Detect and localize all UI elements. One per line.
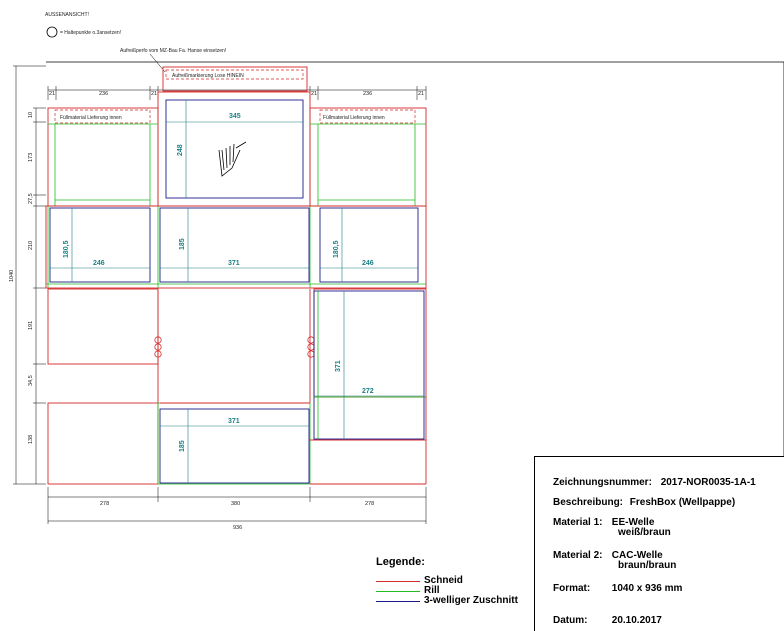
svg-text:10: 10 (28, 111, 34, 118)
left-dimension-line (9, 66, 46, 484)
dim-mid-center-height: 185 (179, 238, 186, 250)
dim-mid-left-width: 246 (93, 260, 105, 267)
svg-text:278: 278 (100, 501, 110, 507)
title-block (534, 456, 784, 631)
dim-mid-right-width: 246 (362, 260, 374, 267)
lower-left-panel (48, 289, 158, 364)
material2-label: Material 2: (553, 550, 603, 561)
drawing-number: 2017-NOR0035-1A-1 (660, 477, 756, 488)
svg-text:236: 236 (99, 91, 109, 97)
top-dimension-line (48, 86, 426, 100)
legend-label: Schneid (424, 575, 463, 586)
right-side-blank (314, 291, 424, 439)
view-label: AUSSENANSICHT! (45, 12, 89, 18)
svg-text:278: 278 (365, 501, 375, 507)
legend-title: Legende: (376, 556, 425, 568)
svg-text:21: 21 (49, 91, 56, 97)
date: 20.10.2017 (611, 615, 662, 626)
dim-mid-right-height: 180,5 (333, 240, 340, 258)
legend-swatch (376, 581, 420, 582)
legend-label: Rill (424, 585, 440, 596)
svg-text:21: 21 (151, 91, 158, 97)
svg-text:21: 21 (311, 91, 318, 97)
format-label: Format: (553, 583, 591, 594)
legend-label: 3-welliger Zuschnitt (424, 595, 518, 606)
material2-a: CAC-Welle (611, 550, 663, 561)
hole-symbol-icon (47, 27, 57, 37)
date-label: Datum: (553, 615, 588, 626)
dim-right-height: 371 (335, 360, 342, 372)
dim-top-width: 345 (229, 113, 241, 120)
svg-text:210: 210 (28, 240, 34, 250)
format: 1040 x 936 mm (611, 583, 683, 594)
material2-b: braun/braun (618, 560, 677, 571)
svg-text:21: 21 (418, 91, 425, 97)
material1-a: EE-Welle (611, 517, 655, 528)
hole-note: = Haltepunkte o.3ansetzen! (60, 30, 122, 36)
fill-material-label-left: Füllmaterial Lieferung innen (60, 115, 122, 121)
description: FreshBox (Wellpappe) (629, 497, 736, 508)
legend-item-cut (376, 576, 536, 586)
svg-text:27,5: 27,5 (28, 193, 34, 204)
dim-right-width: 272 (362, 388, 374, 395)
grass-logo-icon (219, 142, 246, 176)
svg-text:936: 936 (233, 525, 243, 531)
svg-text:380: 380 (231, 501, 241, 507)
svg-text:34,5: 34,5 (28, 375, 34, 386)
svg-text:191: 191 (28, 320, 34, 330)
legend-item-blank (376, 596, 536, 606)
dim-top-height: 248 (177, 144, 184, 156)
format-row (553, 583, 682, 594)
material1-b: weiß/braun (618, 527, 671, 538)
bottom-left-panel (48, 403, 158, 484)
dim-mid-center-width: 371 (228, 260, 240, 267)
perforation-note: Aufreißperfo vom MZ-Bau Fa. Hanse einsetzen! (120, 48, 227, 54)
dim-bottom-width: 371 (228, 418, 240, 425)
drawing-number-label: Zeichnungsnummer: (553, 477, 652, 488)
material1-label: Material 1: (553, 517, 603, 528)
description-row (553, 497, 735, 508)
hold-point-icons-right (308, 337, 314, 357)
middle-row-outline (46, 206, 426, 288)
description-label: Beschreibung: (553, 497, 624, 508)
svg-text:1040: 1040 (9, 269, 15, 282)
date-row (553, 615, 662, 626)
drawing-number-row (553, 477, 756, 488)
bottom-dimension-line (48, 487, 426, 531)
top-tuck-flap (163, 67, 307, 91)
dim-bottom-height: 185 (179, 440, 186, 452)
svg-text:173: 173 (28, 152, 34, 162)
legend-swatch (376, 601, 420, 602)
dim-mid-left-height: 180,5 (63, 240, 70, 258)
right-side-panel (314, 289, 426, 397)
svg-text:236: 236 (363, 91, 373, 97)
tear-marking-label: Aufreißmarkierung Lose HINEIN (172, 73, 244, 79)
svg-text:138: 138 (28, 434, 34, 444)
legend-swatch (376, 591, 420, 592)
fill-material-label-right: Füllmaterial Lieferung innen (323, 115, 385, 121)
